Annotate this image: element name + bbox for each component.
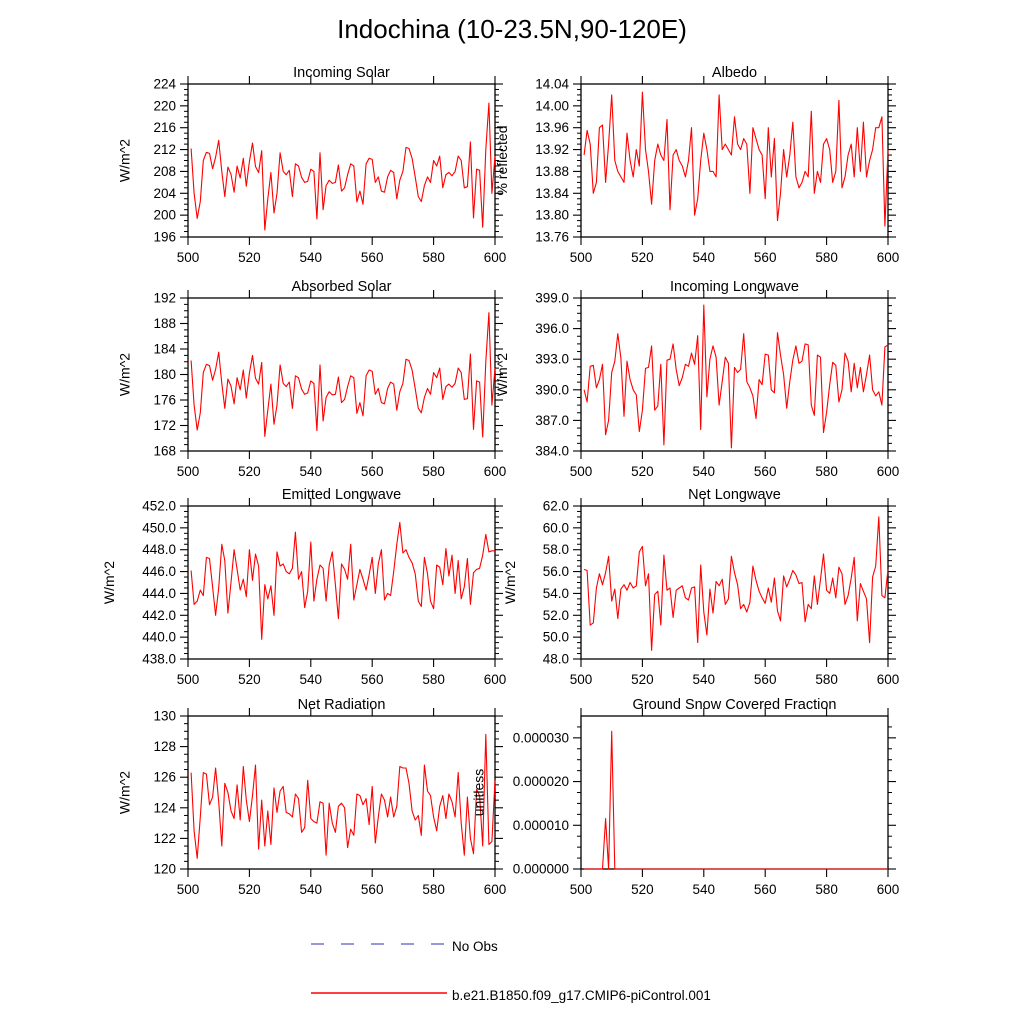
- y-tick-label: 52.0: [542, 607, 569, 623]
- y-axis-label: W/m^2: [116, 770, 133, 815]
- y-tick-label: 188: [153, 316, 176, 331]
- y-tick-label: 14.04: [535, 76, 569, 92]
- y-tick-label: 13.84: [535, 185, 569, 201]
- series-line-net-longwave: [584, 517, 888, 650]
- x-tick-label: 600: [876, 882, 900, 897]
- x-tick-label: 500: [176, 464, 200, 479]
- x-tick-label: 520: [238, 464, 261, 479]
- x-tick-label: 580: [815, 672, 838, 687]
- x-tick-label: 560: [360, 672, 384, 687]
- y-tick-label: 180: [153, 367, 176, 382]
- x-tick-label: 500: [176, 672, 200, 687]
- y-axis-label: unitless: [470, 768, 487, 817]
- x-tick-label: 600: [483, 464, 507, 479]
- x-tick-label: 520: [238, 250, 261, 265]
- x-tick-label: 520: [238, 882, 261, 897]
- x-tick-label: 600: [876, 672, 900, 687]
- x-tick-label: 500: [569, 672, 593, 687]
- x-tick-label: 580: [422, 464, 445, 479]
- y-tick-label: 450.0: [142, 520, 176, 536]
- y-tick-label: 399.0: [535, 290, 569, 306]
- x-tick-label: 560: [753, 464, 777, 479]
- plot-frame: [581, 84, 888, 237]
- y-tick-label: 442.0: [142, 607, 176, 623]
- x-tick-label: 500: [569, 250, 593, 265]
- x-tick-label: 520: [631, 464, 654, 479]
- y-tick-label: 62.0: [542, 498, 569, 514]
- x-tick-label: 540: [692, 250, 716, 265]
- chart-ground-snow-covered-fraction: [471, 697, 900, 897]
- y-tick-label: 224: [153, 76, 176, 92]
- series-line-absorbed-solar: [191, 313, 495, 437]
- x-tick-label: 540: [299, 464, 323, 479]
- chart-incoming-solar: [117, 65, 507, 265]
- y-tick-label: 448.0: [142, 542, 176, 558]
- x-tick-label: 520: [631, 250, 654, 265]
- y-tick-label: 48.0: [542, 651, 569, 667]
- y-tick-label: 384.0: [535, 443, 569, 459]
- y-tick-label: 13.76: [535, 229, 569, 245]
- x-tick-label: 580: [815, 250, 838, 265]
- subplot-title: Ground Snow Covered Fraction: [632, 697, 837, 713]
- legend-label-model-run: b.e21.B1850.f09_g17.CMIP6-piControl.001: [452, 988, 711, 1003]
- y-tick-label: 56.0: [542, 564, 569, 580]
- x-tick-label: 500: [569, 464, 593, 479]
- y-tick-label: 200: [153, 207, 176, 223]
- y-tick-label: 192: [153, 290, 176, 306]
- y-tick-label: 390.0: [535, 382, 569, 398]
- x-tick-label: 540: [299, 672, 323, 687]
- y-tick-label: 393.0: [535, 351, 569, 367]
- subplot-title: Net Radiation: [297, 697, 386, 713]
- y-tick-label: 172: [153, 418, 176, 433]
- plot-frame: [188, 506, 495, 659]
- y-tick-label: 120: [153, 861, 176, 877]
- y-axis-label: W/m^2: [116, 352, 133, 397]
- y-tick-label: 13.92: [535, 142, 569, 158]
- x-tick-label: 500: [569, 882, 593, 897]
- y-tick-label: 50.0: [542, 629, 569, 645]
- plot-frame: [581, 506, 888, 659]
- x-tick-label: 540: [299, 250, 323, 265]
- chart-incoming-longwave: [494, 279, 899, 479]
- y-axis-label: W/m^2: [494, 352, 510, 397]
- legend-label-no-obs: No Obs: [452, 939, 498, 954]
- figure-title: Indochina (10-23.5N,90-120E): [337, 14, 687, 44]
- x-tick-label: 560: [360, 882, 384, 897]
- y-tick-label: 13.96: [535, 120, 569, 136]
- x-tick-label: 600: [876, 250, 900, 265]
- y-tick-label: 204: [153, 185, 176, 201]
- y-tick-label: 438.0: [142, 651, 176, 667]
- x-tick-label: 580: [815, 882, 838, 897]
- y-tick-label: 208: [153, 163, 176, 179]
- x-tick-label: 540: [692, 672, 716, 687]
- x-tick-label: 600: [483, 672, 507, 687]
- y-tick-label: 216: [153, 120, 176, 136]
- x-tick-label: 560: [753, 882, 777, 897]
- chart-net-longwave: [502, 487, 899, 687]
- series-line-albedo: [584, 92, 888, 226]
- chart-net-radiation: [117, 697, 507, 897]
- x-tick-label: 500: [176, 882, 200, 897]
- y-tick-label: 0.000020: [512, 774, 569, 790]
- y-tick-label: 220: [153, 98, 176, 114]
- x-tick-label: 560: [753, 250, 777, 265]
- series-line-incoming-solar: [191, 103, 495, 230]
- y-tick-label: 196: [153, 229, 176, 245]
- series-line-emitted-longwave: [191, 522, 495, 639]
- plot-frame: [188, 716, 495, 869]
- chart-absorbed-solar: [117, 279, 507, 479]
- series-line-incoming-longwave: [584, 305, 888, 448]
- y-tick-label: 0.000000: [512, 861, 569, 877]
- y-axis-label: % reflected: [494, 125, 510, 196]
- y-tick-label: 184: [153, 341, 176, 357]
- y-tick-label: 124: [153, 800, 176, 816]
- y-tick-label: 387.0: [535, 412, 569, 428]
- y-tick-label: 13.80: [535, 207, 569, 223]
- y-tick-label: 13.88: [535, 163, 569, 179]
- x-tick-label: 540: [692, 464, 716, 479]
- chart-albedo: [494, 65, 899, 265]
- x-tick-label: 600: [483, 882, 507, 897]
- y-tick-label: 14.00: [535, 98, 569, 114]
- y-axis-label: W/m^2: [116, 138, 133, 183]
- y-tick-label: 452.0: [142, 498, 176, 514]
- y-axis-label: W/m^2: [501, 560, 518, 605]
- y-axis-label: W/m^2: [101, 560, 117, 605]
- subplot-title: Emitted Longwave: [281, 487, 402, 503]
- x-tick-label: 520: [631, 672, 654, 687]
- subplot-title: Absorbed Solar: [291, 279, 392, 295]
- no-obs-line-sample: [310, 941, 448, 947]
- subplot-title: Incoming Longwave: [670, 279, 799, 295]
- x-tick-label: 580: [422, 250, 445, 265]
- y-tick-label: 444.0: [142, 585, 176, 601]
- x-tick-label: 540: [692, 882, 716, 897]
- y-tick-label: 0.000010: [512, 817, 569, 833]
- x-tick-label: 580: [422, 672, 445, 687]
- y-tick-label: 54.0: [542, 585, 569, 601]
- y-tick-label: 176: [153, 392, 176, 408]
- chart-emitted-longwave: [101, 487, 506, 687]
- x-tick-label: 580: [815, 464, 838, 479]
- y-tick-label: 168: [153, 443, 176, 459]
- x-tick-label: 600: [876, 464, 900, 479]
- x-tick-label: 540: [299, 882, 323, 897]
- model-run-line-sample: [310, 990, 448, 996]
- x-tick-label: 560: [753, 672, 777, 687]
- y-tick-label: 396.0: [535, 321, 569, 337]
- x-tick-label: 600: [483, 250, 507, 265]
- plot-frame: [188, 298, 495, 451]
- y-tick-label: 58.0: [542, 542, 569, 558]
- y-tick-label: 212: [153, 142, 176, 158]
- x-tick-label: 580: [422, 882, 445, 897]
- series-line-net-radiation: [191, 734, 495, 858]
- x-tick-label: 560: [360, 250, 384, 265]
- y-tick-label: 60.0: [542, 520, 569, 536]
- x-tick-label: 520: [238, 672, 261, 687]
- y-tick-label: 446.0: [142, 564, 176, 580]
- y-tick-label: 122: [153, 830, 176, 846]
- y-tick-label: 128: [153, 739, 176, 755]
- plot-frame: [581, 716, 888, 869]
- y-tick-label: 130: [153, 708, 176, 724]
- series-line-ground-snow-covered-fraction: [584, 731, 888, 869]
- x-tick-label: 500: [176, 250, 200, 265]
- y-tick-label: 126: [153, 769, 176, 785]
- subplot-title: Albedo: [711, 65, 758, 81]
- y-tick-label: 0.000030: [512, 730, 569, 746]
- plot-frame: [188, 84, 495, 237]
- x-tick-label: 520: [631, 882, 654, 897]
- subplot-title: Net Longwave: [688, 487, 781, 503]
- x-tick-label: 560: [360, 464, 384, 479]
- subplot-title: Incoming Solar: [293, 65, 390, 81]
- y-tick-label: 440.0: [142, 629, 176, 645]
